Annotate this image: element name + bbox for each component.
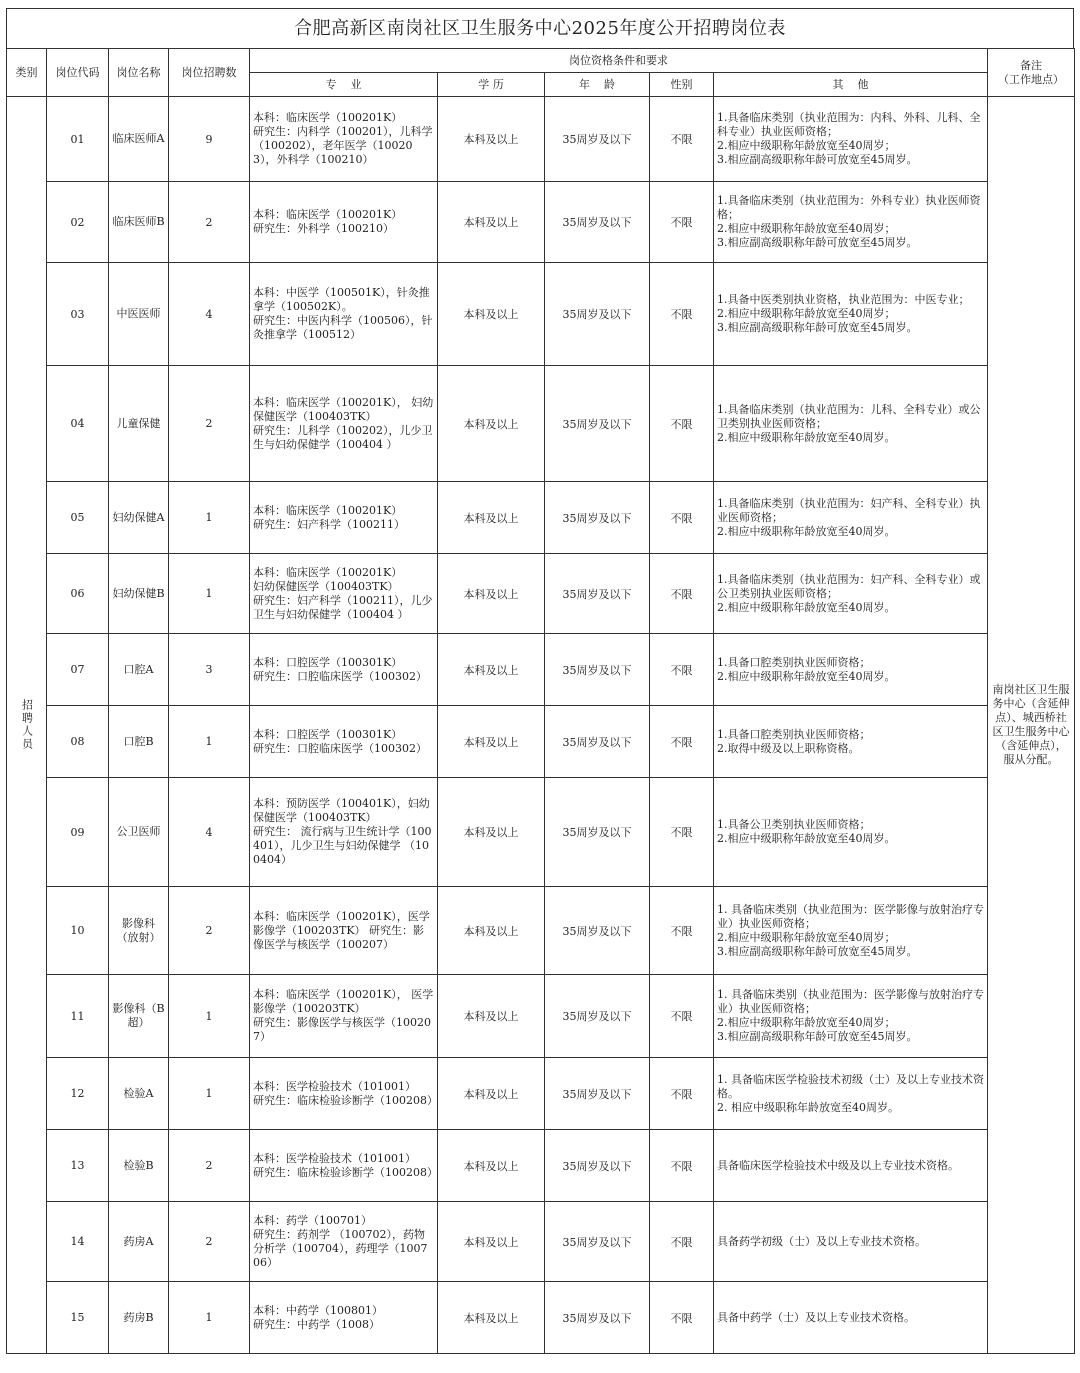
recruitment-sheet	[6, 8, 1074, 1354]
education-requirement: 本科及以上	[438, 1130, 545, 1202]
position-code: 14	[47, 1202, 109, 1282]
header-code: 岗位代码	[47, 49, 109, 97]
position-name: 妇幼保健B	[109, 554, 169, 634]
gender-requirement: 不限	[650, 634, 714, 706]
education-requirement: 本科及以上	[438, 97, 545, 182]
table-row	[7, 482, 1075, 554]
other-requirement: 1.具备口腔类别执业医师资格； 2.取得中级及以上职称资格。	[714, 706, 988, 778]
table-row	[7, 975, 1075, 1058]
age-requirement: 35周岁及以下	[545, 975, 650, 1058]
major-requirement: 本科：临床医学（100201K） 妇幼保健医学（100403TK） 研究生：妇产科学（100211），儿少卫生与妇幼保健学（100404 ）	[250, 554, 438, 634]
position-count: 2	[169, 1130, 250, 1202]
table-row	[7, 182, 1075, 263]
header-gender: 性别	[650, 73, 714, 97]
table-row	[7, 1202, 1075, 1282]
positions-table	[6, 48, 1075, 1354]
other-requirement: 1. 具备临床类别（执业范围为：医学影像与放射治疗专业）执业医师资格； 2.相应中级职称年龄放宽至40周岁； 3.相应副高级职称年龄可放宽至45周岁。	[714, 887, 988, 975]
other-requirement: 1.具备临床类别（执业范围为：外科专业）执业医师资格； 2.相应中级职称年龄放宽至40周岁； 3.相应副高级职称年龄可放宽至45周岁。	[714, 182, 988, 263]
position-name: 公卫医师	[109, 778, 169, 887]
position-name: 中医医师	[109, 263, 169, 366]
major-requirement: 本科：口腔医学（100301K） 研究生：口腔临床医学（100302）	[250, 706, 438, 778]
gender-requirement: 不限	[650, 182, 714, 263]
position-code: 13	[47, 1130, 109, 1202]
major-requirement: 本科：中药学（100801） 研究生：中药学（1008）	[250, 1282, 438, 1354]
position-count: 4	[169, 778, 250, 887]
education-requirement: 本科及以上	[438, 706, 545, 778]
table-row	[7, 634, 1075, 706]
position-count: 2	[169, 182, 250, 263]
age-requirement: 35周岁及以下	[545, 263, 650, 366]
major-requirement: 本科：医学检验技术（101001） 研究生：临床检验诊断学（100208）	[250, 1130, 438, 1202]
position-code: 10	[47, 887, 109, 975]
position-code: 04	[47, 366, 109, 482]
gender-requirement: 不限	[650, 366, 714, 482]
other-requirement: 1.具备中医类别执业资格，执业范围为：中医专业； 2.相应中级职称年龄放宽至40周岁； 3.相应副高级职称年龄可放宽至45周岁。	[714, 263, 988, 366]
position-count: 1	[169, 554, 250, 634]
position-count: 1	[169, 706, 250, 778]
other-requirement: 1. 具备临床类别（执业范围为：医学影像与放射治疗专业）执业医师资格； 2.相应中级职称年龄放宽至40周岁； 3.相应副高级职称年龄可放宽至45周岁。	[714, 975, 988, 1058]
position-count: 2	[169, 1202, 250, 1282]
header-age: 年 龄	[545, 73, 650, 97]
position-name: 妇幼保健A	[109, 482, 169, 554]
other-requirement: 1.具备口腔类别执业医师资格； 2.相应中级职称年龄放宽至40周岁。	[714, 634, 988, 706]
position-name: 影像科（B超）	[109, 975, 169, 1058]
age-requirement: 35周岁及以下	[545, 482, 650, 554]
education-requirement: 本科及以上	[438, 182, 545, 263]
other-requirement: 1.具备临床类别（执业范围为：内科、外科、儿科、全科专业）执业医师资格； 2.相应中级职称年龄放宽至40周岁； 3.相应副高级职称年龄可放宽至45周岁。	[714, 97, 988, 182]
position-name: 药房B	[109, 1282, 169, 1354]
table-row	[7, 1058, 1075, 1130]
age-requirement: 35周岁及以下	[545, 366, 650, 482]
header-category: 类别	[7, 49, 47, 97]
position-count: 3	[169, 634, 250, 706]
position-name: 检验A	[109, 1058, 169, 1130]
remark-cell: 南岗社区卫生服务中心（含延伸点）、城西桥社区卫生服务中心（含延伸点），服从分配。	[988, 97, 1075, 1354]
education-requirement: 本科及以上	[438, 482, 545, 554]
position-code: 08	[47, 706, 109, 778]
position-code: 01	[47, 97, 109, 182]
position-count: 1	[169, 482, 250, 554]
major-requirement: 本科：预防医学（100401K），妇幼保健医学（100403TK） 研究生： 流行病与卫生统计学（100401），儿少卫生与妇幼保健学 （100404）	[250, 778, 438, 887]
education-requirement: 本科及以上	[438, 1202, 545, 1282]
position-name: 儿童保健	[109, 366, 169, 482]
category-label: 招聘人员	[20, 699, 34, 751]
major-requirement: 本科：口腔医学（100301K） 研究生：口腔临床医学（100302）	[250, 634, 438, 706]
gender-requirement: 不限	[650, 887, 714, 975]
position-count: 1	[169, 1282, 250, 1354]
position-code: 11	[47, 975, 109, 1058]
age-requirement: 35周岁及以下	[545, 1058, 650, 1130]
position-name: 临床医师A	[109, 97, 169, 182]
position-count: 9	[169, 97, 250, 182]
position-code: 15	[47, 1282, 109, 1354]
table-row	[7, 554, 1075, 634]
education-requirement: 本科及以上	[438, 1058, 545, 1130]
position-count: 2	[169, 887, 250, 975]
position-count: 1	[169, 975, 250, 1058]
education-requirement: 本科及以上	[438, 634, 545, 706]
other-requirement: 具备药学初级（士）及以上专业技术资格。	[714, 1202, 988, 1282]
position-code: 02	[47, 182, 109, 263]
table-row	[7, 366, 1075, 482]
gender-requirement: 不限	[650, 1282, 714, 1354]
position-code: 05	[47, 482, 109, 554]
gender-requirement: 不限	[650, 1058, 714, 1130]
other-requirement: 1.具备临床类别（执业范围为：妇产科、全科专业）或公卫类别执业医师资格； 2.相应中级职称年龄放宽至40周岁。	[714, 554, 988, 634]
position-name: 口腔B	[109, 706, 169, 778]
other-requirement: 1. 具备临床医学检验技术初级（士）及以上专业技术资格。 2. 相应中级职称年龄放宽至40周岁。	[714, 1058, 988, 1130]
education-requirement: 本科及以上	[438, 778, 545, 887]
major-requirement: 本科：临床医学（100201K） 研究生：内科学（100201），儿科学（100202），老年医学（100203），外科学（100210）	[250, 97, 438, 182]
age-requirement: 35周岁及以下	[545, 1282, 650, 1354]
major-requirement: 本科：药学（100701） 研究生：药剂学 （100702），药物分析学（100704），药理学（100706）	[250, 1202, 438, 1282]
page-title: 合肥高新区南岗社区卫生服务中心2025年度公开招聘岗位表	[6, 8, 1074, 48]
position-count: 2	[169, 366, 250, 482]
position-code: 06	[47, 554, 109, 634]
age-requirement: 35周岁及以下	[545, 634, 650, 706]
position-count: 1	[169, 1058, 250, 1130]
category-cell	[7, 97, 47, 1354]
gender-requirement: 不限	[650, 706, 714, 778]
age-requirement: 35周岁及以下	[545, 97, 650, 182]
gender-requirement: 不限	[650, 975, 714, 1058]
major-requirement: 本科：临床医学（100201K）， 妇幼保健医学（100403TK） 研究生：儿科学（100202），儿少卫生与妇幼保健学（100404 ）	[250, 366, 438, 482]
education-requirement: 本科及以上	[438, 554, 545, 634]
major-requirement: 本科：临床医学（100201K）， 医学影像学（100203TK） 研究生：影像医学与核医学（100207）	[250, 975, 438, 1058]
gender-requirement: 不限	[650, 97, 714, 182]
other-requirement: 1.具备临床类别（执业范围为：儿科、全科专业）或公卫类别执业医师资格； 2.相应中级职称年龄放宽至40周岁。	[714, 366, 988, 482]
table-row	[7, 97, 1075, 182]
position-name: 检验B	[109, 1130, 169, 1202]
header-remark: 备注 （工作地点）	[988, 49, 1075, 97]
position-code: 09	[47, 778, 109, 887]
header-count: 岗位招聘数	[169, 49, 250, 97]
gender-requirement: 不限	[650, 1202, 714, 1282]
major-requirement: 本科：医学检验技术（101001） 研究生：临床检验诊断学（100208）	[250, 1058, 438, 1130]
education-requirement: 本科及以上	[438, 975, 545, 1058]
table-row	[7, 263, 1075, 366]
other-requirement: 具备临床医学检验技术中级及以上专业技术资格。	[714, 1130, 988, 1202]
position-code: 07	[47, 634, 109, 706]
position-name: 药房A	[109, 1202, 169, 1282]
education-requirement: 本科及以上	[438, 887, 545, 975]
gender-requirement: 不限	[650, 554, 714, 634]
position-name: 影像科 （放射）	[109, 887, 169, 975]
gender-requirement: 不限	[650, 778, 714, 887]
gender-requirement: 不限	[650, 1130, 714, 1202]
education-requirement: 本科及以上	[438, 263, 545, 366]
position-name: 口腔A	[109, 634, 169, 706]
age-requirement: 35周岁及以下	[545, 706, 650, 778]
other-requirement: 1.具备临床类别（执业范围为：妇产科、全科专业）执业医师资格； 2.相应中级职称年龄放宽至40周岁。	[714, 482, 988, 554]
other-requirement: 具备中药学（士）及以上专业技术资格。	[714, 1282, 988, 1354]
header-requirements: 岗位资格条件和要求	[250, 49, 988, 73]
header-name: 岗位名称	[109, 49, 169, 97]
age-requirement: 35周岁及以下	[545, 1130, 650, 1202]
other-requirement: 1.具备公卫类别执业医师资格； 2.相应中级职称年龄放宽至40周岁。	[714, 778, 988, 887]
position-code: 03	[47, 263, 109, 366]
education-requirement: 本科及以上	[438, 1282, 545, 1354]
age-requirement: 35周岁及以下	[545, 887, 650, 975]
table-row	[7, 778, 1075, 887]
table-row	[7, 706, 1075, 778]
header-major: 专 业	[250, 73, 438, 97]
table-row	[7, 1282, 1075, 1354]
header-education: 学 历	[438, 73, 545, 97]
position-count: 4	[169, 263, 250, 366]
major-requirement: 本科：临床医学（100201K），医学影像学（100203TK） 研究生：影像医学与核医学（100207）	[250, 887, 438, 975]
education-requirement: 本科及以上	[438, 366, 545, 482]
age-requirement: 35周岁及以下	[545, 778, 650, 887]
table-row	[7, 1130, 1075, 1202]
header-other: 其 他	[714, 73, 988, 97]
position-code: 12	[47, 1058, 109, 1130]
table-row	[7, 887, 1075, 975]
position-name: 临床医师B	[109, 182, 169, 263]
age-requirement: 35周岁及以下	[545, 1202, 650, 1282]
age-requirement: 35周岁及以下	[545, 182, 650, 263]
gender-requirement: 不限	[650, 263, 714, 366]
major-requirement: 本科：中医学（100501K），针灸推拿学（100502K）。 研究生：中医内科学（100506），针灸推拿学（100512）	[250, 263, 438, 366]
gender-requirement: 不限	[650, 482, 714, 554]
major-requirement: 本科：临床医学（100201K） 研究生：妇产科学（100211）	[250, 482, 438, 554]
major-requirement: 本科：临床医学（100201K） 研究生：外科学（100210）	[250, 182, 438, 263]
age-requirement: 35周岁及以下	[545, 554, 650, 634]
